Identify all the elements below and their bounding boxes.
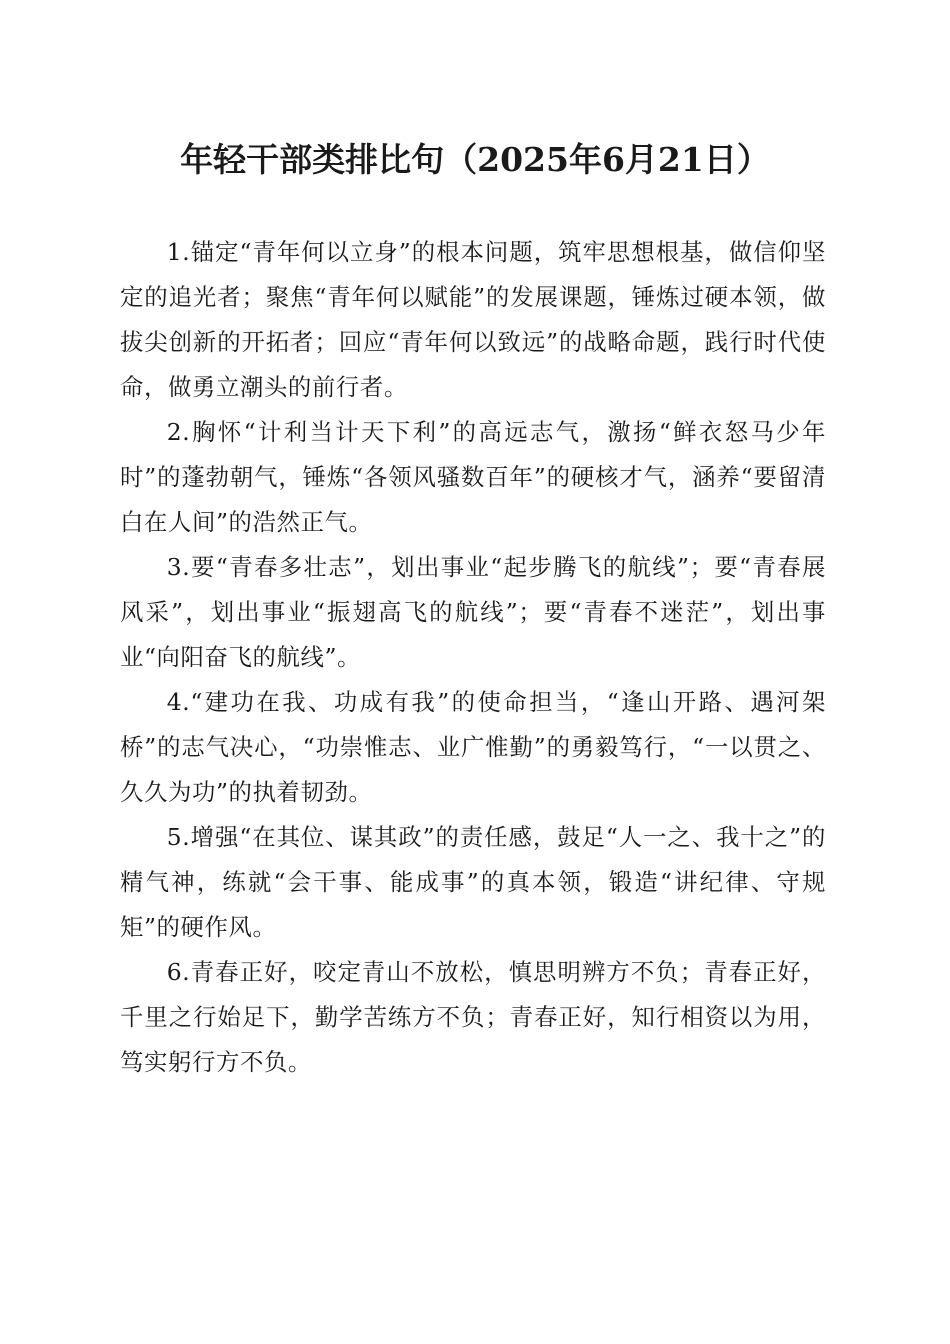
paragraph-1: 1.锚定“青年何以立身”的根本问题，筑牢思想根基，做信仰坚定的追光者；聚焦“青年何以赋能”的发展课题，锤炼过硬本领，做拔尖创新的开拓者；回应“青年何以致远”的战略命题，践行时代使命，做勇立潮头的前行者。 — [120, 238, 826, 401]
paragraph-6: 6.青春正好，咬定青山不放松，慎思明辨方不负；青春正好，千里之行始足下，勤学苦练方不负；青春正好，知行相资以为用，笃实躬行方不负。 — [120, 958, 826, 1076]
paragraph-5: 5.增强“在其位、谋其政”的责任感，鼓足“人一之、我十之”的精气神，练就“会干事、能成事”的真本领，锻造“讲纪律、守规矩”的硬作风。 — [120, 823, 826, 941]
document-title: 年轻干部类排比句（2025年6月21日） — [180, 140, 770, 179]
paragraph-3: 3.要“青春多壮志”，划出事业“起步腾飞的航线”；要“青春展风采”，划出事业“振翅高飞的航线”；要“青春不迷茫”，划出事业“向阳奋飞的航线”。 — [120, 553, 826, 671]
document-body — [120, 230, 826, 1085]
paragraph-4: 4.“建功在我、功成有我”的使命担当，“逢山开路、遇河架桥”的志气决心，“功崇惟志、业广惟勤”的勇毅笃行，“一以贯之、久久为功”的执着韧劲。 — [120, 688, 826, 806]
paragraph-2: 2.胸怀“计利当计天下利”的高远志气，激扬“鲜衣怒马少年时”的蓬勃朝气，锤炼“各领风骚数百年”的硬核才气，涵养“要留清白在人间”的浩然正气。 — [120, 418, 826, 536]
